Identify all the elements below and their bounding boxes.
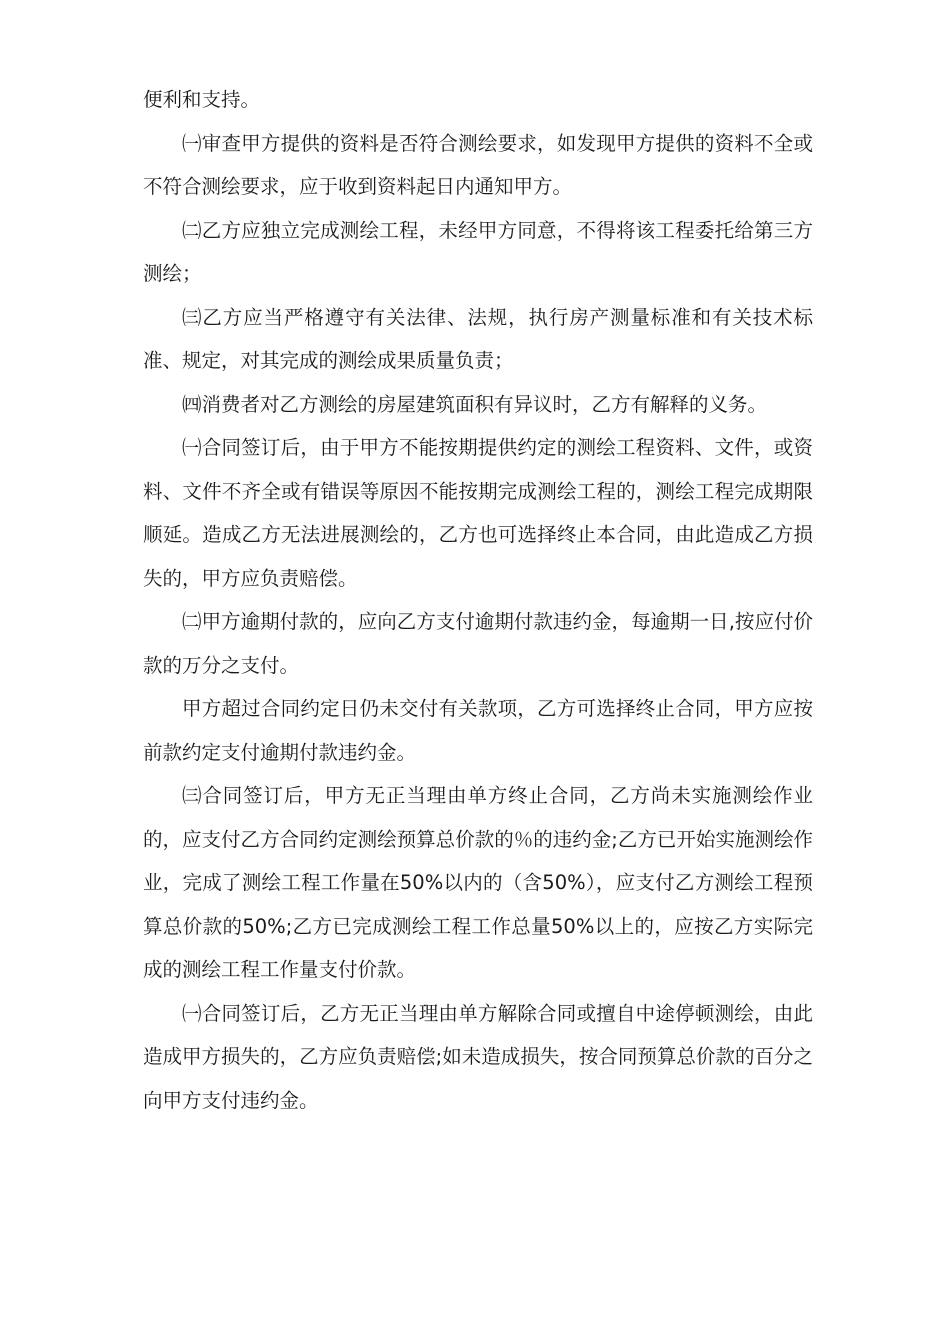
clause-1-delay-by-party-a: ㈠合同签订后，由于甲方不能按期提供约定的测绘工程资料、文件，或资料、文件不齐全或有错误等原因不能按期完成测绘工程的，测绘工程完成期限顺延。造成乙方无法进展测绘的，乙方也可选择终止本合同，由此造成乙方损失的，甲方应负责赔偿。	[143, 436, 813, 590]
clause-3-party-a-termination: ㈢合同签订后，甲方无正当理由单方终止合同，乙方尚未实施测绘作业的，应支付乙方合同约定测绘预算总价款的％的违约金;乙方已开始实施测绘作业，完成了测绘工程工作量在50%以内的（含50%），应支付乙方测绘工程预算总价款的50%;乙方已完成测绘工程工作总量50%以上的，应按乙方实际完成的测绘工程工作量支付价款。	[143, 784, 813, 981]
clause-3-comply-standards: ㈢乙方应当严格遵守有关法律、法规，执行房产测量标准和有关技术标准、规定，对其完成的测绘成果质量负责；	[143, 305, 813, 372]
clause-overdue-termination: 甲方超过合同约定日仍未交付有关款项，乙方可选择终止合同，甲方应按前款约定支付逾期付款违约金。	[143, 697, 813, 764]
clause-1-party-b-termination: ㈠合同签订后，乙方无正当理由单方解除合同或擅自中途停顿测绘，由此造成甲方损失的，乙方应负责赔偿;如未造成损失，按合同预算总价款的百分之向甲方支付违约金。	[143, 1001, 813, 1112]
clause-2-late-payment: ㈡甲方逾期付款的，应向乙方支付逾期付款违约金，每逾期一日,按应付价款的万分之支付。	[143, 610, 813, 677]
clause-4-explanation-duty: ㈣消费者对乙方测绘的房屋建筑面积有异议时，乙方有解释的义务。	[182, 392, 768, 416]
paragraph-continuation: 便利和支持。	[143, 88, 261, 111]
clause-2-independent-completion: ㈡乙方应独立完成测绘工程，未经甲方同意，不得将该工程委托给第三方测绘；	[143, 218, 813, 285]
document-body	[143, 78, 813, 1122]
clause-1-review-materials: ㈠审查甲方提供的资料是否符合测绘要求，如发现甲方提供的资料不全或不符合测绘要求，应于收到资料起日内通知甲方。	[143, 131, 813, 198]
